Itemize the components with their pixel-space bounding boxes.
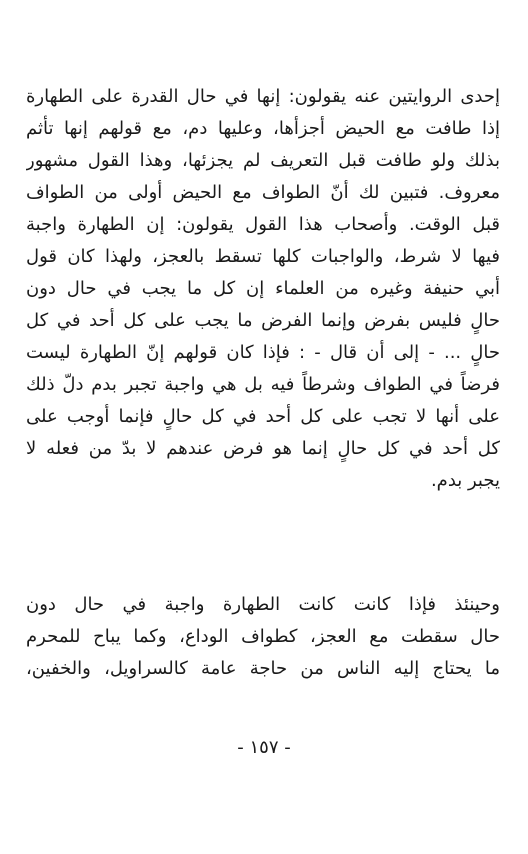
text-line: إحدى الروايتين عنه يقولون: إنها في حال القدرة على الطهارة — [26, 86, 500, 107]
text-line: قبل الوقت. وأصحاب هذا القول يقولون: إن الطهارة واجبة — [26, 214, 500, 235]
text-line: بذلك ولو طافت قبل التعريف لم يجزئها، وهذا القول مشهور — [26, 150, 500, 171]
text-line: يجبر بدم. — [430, 470, 500, 491]
text-line: إذا طافت مع الحيض أجزأها، وعليها دم، مع قولهم إنها تأثم — [26, 118, 500, 139]
text-line: فيها لا شرط، والواجبات كلها تسقط بالعجز، ولهذا كان قول — [26, 246, 500, 267]
page-number: - ١٥٧ - — [237, 737, 291, 758]
text-line: على أنها لا تجب على كل أحد في كل حالٍ فإنما أوجب على — [26, 406, 500, 427]
text-line: معروف. فتبين لك أنّ الطواف مع الحيض أولى من الطواف — [26, 182, 500, 203]
text-line: حالٍ ... - إلى أن قال - : فإذا كان قولهم إنّ الطهارة ليست — [26, 342, 500, 363]
text-line: أبي حنيفة وغيره من العلماء إن كل ما يجب في حال دون — [26, 278, 500, 299]
text-line: ما يحتاج إليه الناس من حاجة عامة كالسراويل، والخفين، — [26, 658, 500, 679]
text-line: حال سقطت مع العجز، كطواف الوداع، وكما يباح للمحرم — [26, 626, 500, 647]
text-line: فرضاً في الطواف وشرطاً فيه بل هي واجبة تجبر بدم دلّ ذلك — [26, 374, 500, 395]
text-line: حالٍ فليس بفرض وإنما الفرض ما يجب على كل أحد في كل — [26, 310, 500, 331]
text-line: كل أحد في كل حالٍ إنما هو فرض عندهم لا بدّ من فعله لا — [26, 438, 500, 459]
text-line: وحينئذ فإذا كانت كانت الطهارة واجبة في حال دون — [26, 594, 500, 615]
